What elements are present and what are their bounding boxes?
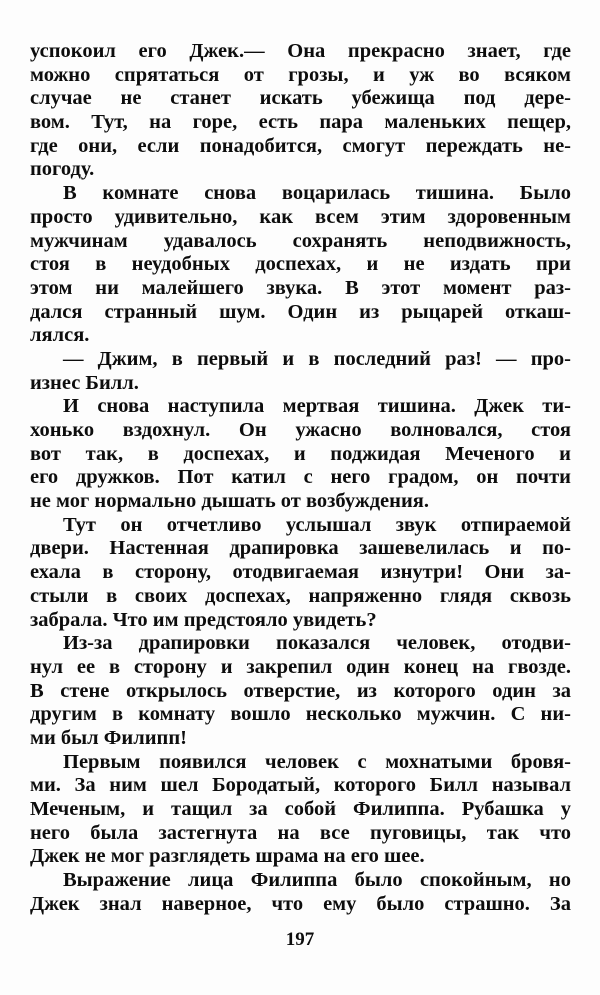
text-line: Тут он отчетливо услышал звук отпираемой: [63, 513, 571, 536]
text-line: просто удивительно, как всем этим здоровенным: [30, 205, 571, 228]
text-line: Из-за драпировки показался человек, отодви-: [63, 632, 571, 655]
text-line: ми был Филипп!: [30, 726, 187, 749]
text-line: него была застегнута на все пуговицы, так что: [30, 821, 571, 844]
text-line: можно спрятаться от грозы, и уж во всяком: [30, 63, 571, 86]
page-text: [30, 40, 571, 916]
text-line: его дружков. Пот катил с него градом, он почти: [30, 466, 571, 489]
text-line: вом. Тут, на горе, есть пара маленьких пещер,: [30, 111, 571, 134]
text-line: Джек знал наверное, что ему было страшно. За: [30, 892, 571, 915]
text-line: другим в комнату вошло несколько мужчин. С ни-: [30, 703, 571, 726]
text-line: Выражение лица Филиппа было спокойным, но: [63, 869, 571, 892]
text-line: не мог нормально дышать от возбуждения.: [30, 490, 429, 513]
text-line: двери. Настенная драпировка зашевелилась и по-: [30, 537, 571, 560]
text-line: хонько вздохнул. Он ужасно волновался, стоя: [30, 419, 571, 441]
text-line: И снова наступила мертвая тишина. Джек ти-: [63, 395, 571, 418]
text-line: случае не станет искать убежища под дере-: [30, 87, 571, 110]
text-line: Первым появился человек с мохнатыми бровя-: [63, 750, 571, 773]
text-line: — Джим, в первый и в последний раз! — про-: [63, 347, 571, 370]
text-line: дался странный шум. Один из рыцарей откаш-: [30, 300, 571, 323]
text-line: успокоил его Джек.— Она прекрасно знает, где: [30, 40, 571, 62]
text-line: мужчинам удавалось сохранять неподвижность,: [30, 229, 571, 252]
text-line: Джек не мог разглядеть шрама на его шее.: [30, 845, 425, 868]
text-line: В стене открылось отверстие, из которого один за: [30, 679, 571, 702]
text-line: вот так, в доспехах, и поджидая Меченого и: [30, 442, 571, 465]
text-line: стыли в своих доспехах, напряженно глядя сквозь: [30, 584, 571, 607]
text-line: этом ни малейшего звука. В этот момент раз-: [30, 276, 571, 299]
text-line: где они, если понадобится, смогут переждать не-: [30, 134, 571, 157]
text-line: погоду.: [30, 158, 95, 181]
text-line: изнес Билл.: [30, 371, 139, 394]
text-line: В комнате снова воцарилась тишина. Было: [63, 182, 571, 205]
text-line: стоя в неудобных доспехах, и не издать при: [30, 253, 571, 276]
text-line: ехала в сторону, отодвигаемая изнутри! Они за-: [30, 561, 571, 584]
text-line: забрала. Что им предстояло увидеть?: [30, 608, 377, 631]
text-line: Меченым, и тащил за собой Филиппа. Рубашка у: [30, 798, 571, 820]
text-line: нул ее в сторону и закрепил один конец на гвозде.: [30, 655, 571, 678]
text-line: лялся.: [30, 324, 90, 347]
text-line: ми. За ним шел Бородатый, которого Билл называл: [30, 774, 571, 797]
page-number: 197: [285, 929, 315, 950]
